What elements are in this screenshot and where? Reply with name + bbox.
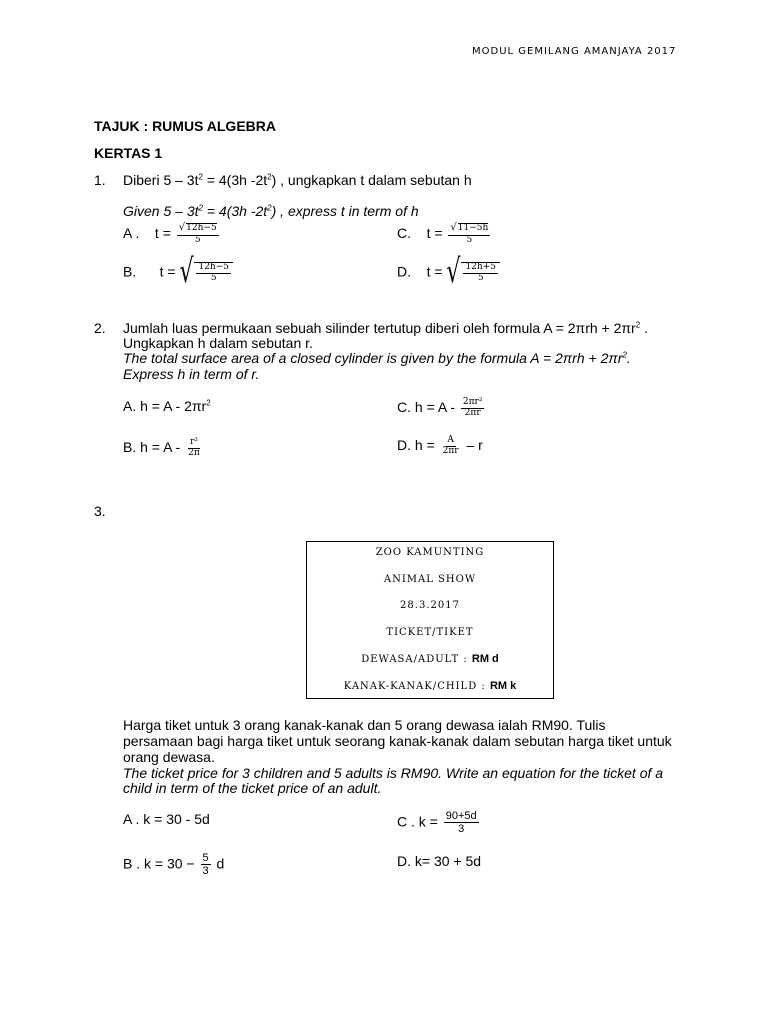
- q1-malay-text: Diberi $5 - 3t^2 = 4(3h$ $-2t^2$) , ungkapkan t dalam sebutan h: [123, 172, 472, 188]
- ticket-heading: TICKET/TIKET: [386, 627, 474, 638]
- q1-option-b[interactable]: B. t = √ $\frac{12h-5}{5}$: [123, 262, 233, 284]
- ticket-event: ANIMAL SHOW: [383, 574, 477, 585]
- q3-option-b[interactable]: B . k = 30 − $\frac{5}{3}$ d: [123, 852, 225, 878]
- q1-option-a[interactable]: A . t = √ 12h−5 5: [123, 222, 217, 245]
- q2-option-c[interactable]: C. h = A - $\frac{\text{2πr²}}{2\pi r}$: [397, 397, 483, 418]
- q2-option-b[interactable]: B. h = A - $\frac{\text{r²}}{2\pi}$: [123, 437, 200, 458]
- q2-malay-line2: Ungkapkan h dalam sebutan r.: [123, 335, 313, 351]
- q3-malay-line3: orang dewasa.: [123, 749, 215, 765]
- q1-number: 1.: [94, 172, 106, 188]
- q3-option-d[interactable]: D. k= 30 + 5d: [397, 853, 482, 869]
- ticket-date: 28.3.2017: [400, 600, 460, 611]
- q3-option-c[interactable]: C . k = $\frac{90+5d}{3}$: [397, 810, 477, 836]
- q3-number: 3.: [94, 503, 106, 519]
- q1-option-d[interactable]: D. t = √ $\frac{12h+5}{5}$: [397, 262, 500, 284]
- q2-english-line2: Express h in term of r.: [123, 366, 260, 382]
- q1-option-c[interactable]: C. t = √ 11−5h 5: [397, 222, 489, 245]
- q2-english-line1: The total surface area of a closed cylinder is given by the formula $A = 2\pi rh + 2\pi r^2$.: [123, 350, 631, 366]
- q3-malay-line2: persamaan bagi harga tiket untuk seorang kanak-kanak dalam sebutan harga tiket untuk: [123, 733, 672, 749]
- q2-option-a[interactable]: A. $h = A - 2\pi r^2$: [123, 398, 211, 414]
- q2-option-d[interactable]: D. h = $\frac{A}{2\pi r}$ – r: [397, 435, 483, 456]
- page-header: MODUL GEMILANG AMANJAYA 2017: [472, 46, 677, 57]
- q3-option-a[interactable]: A . k = 30 - 5d: [123, 811, 210, 827]
- ticket-zoo-name: ZOO KAMUNTING: [375, 547, 485, 558]
- q2-malay-line1: Jumlah luas permukaan sebuah silinder tertutup diberi oleh formula $A = 2\pi rh + 2\pi r^2$ .: [123, 320, 648, 336]
- q3-malay-line1: Harga tiket untuk 3 orang kanak-kanak dan 5 orang dewasa ialah RM90. Tulis: [123, 717, 606, 733]
- q3-english-line1: The ticket price for 3 children and 5 adults is RM90. Write an equation for the ticket of a: [123, 765, 664, 781]
- ticket-child-price: KANAK-KANAK/CHILD : RM k: [343, 680, 517, 692]
- paper-title: KERTAS 1: [94, 145, 163, 161]
- zoo-ticket: [306, 541, 554, 699]
- topic-title: TAJUK : RUMUS ALGEBRA: [94, 118, 276, 134]
- q1-english-text: Given $5 - 3t^2 = 4(3h$ $-2t^2$) , express t in term of h: [123, 203, 419, 219]
- q3-english-line2: child in term of the ticket price of an adult.: [123, 780, 382, 796]
- ticket-adult-price: DEWASA/ADULT : RM d: [361, 653, 499, 665]
- q2-number: 2.: [94, 320, 106, 336]
